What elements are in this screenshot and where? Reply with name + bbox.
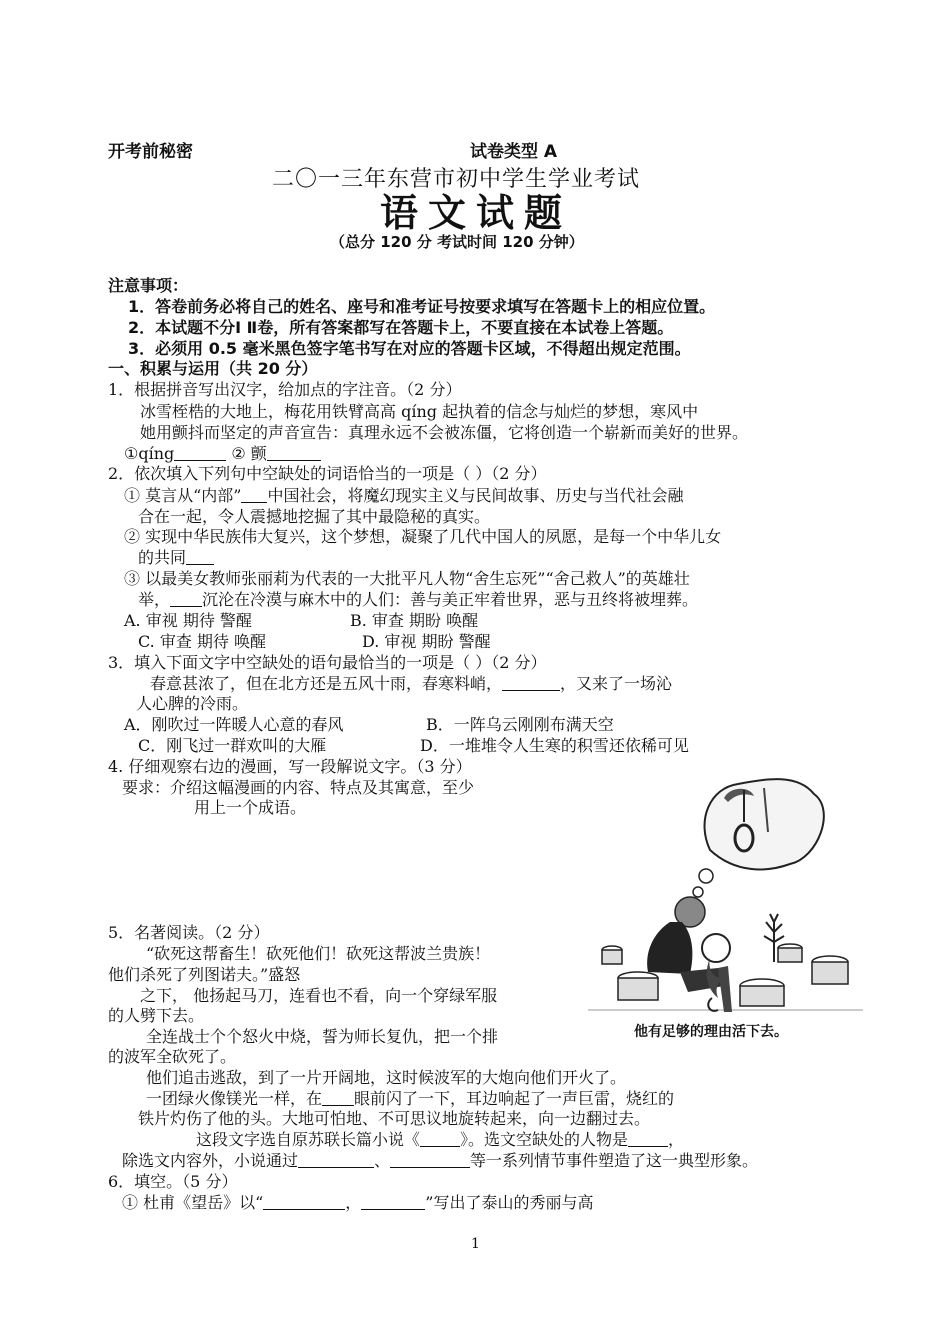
answer-blank[interactable] — [267, 444, 321, 461]
question-stem: 2．依次填入下列句中空缺处的词语恰当的一项是（ ）（2 分） — [108, 464, 547, 483]
passage-text: ， — [668, 1130, 685, 1149]
passage-text: 、 — [374, 1151, 391, 1170]
cartoon-image — [578, 772, 873, 1060]
question-stem: 5．名著阅读。（2 分） — [108, 923, 270, 942]
passage-line: 他们追击逃敌，到了一片开阔地，这时候波军的大炮向他们开火了。 — [146, 1068, 627, 1087]
passage-line: 冰雪桎梏的大地上，梅花用铁臂高高 qíng 起执着的信念与灿烂的梦想，寒风中 — [140, 402, 699, 421]
fill-line — [122, 1192, 593, 1213]
fill-text: ① 杜甫《望岳》以“ — [122, 1193, 264, 1212]
sentence-text: ① 莫言从“内部” — [124, 486, 242, 505]
answer-blank[interactable] — [170, 590, 202, 607]
question-stem: 1．根据拼音写出汉字，给加点的字注音。（2 分） — [108, 380, 462, 399]
notice-heading: 注意事项： — [108, 276, 189, 295]
answer-blank[interactable] — [241, 486, 267, 503]
sentence-line: 合在一起，令人震撼地挖掘了其中最隐秘的真实。 — [138, 507, 491, 526]
passage-line — [196, 1129, 684, 1150]
option-a[interactable]: A．刚吹过一阵暖人心意的春风 — [124, 715, 344, 734]
answer-blank[interactable] — [263, 1193, 345, 1210]
option-a[interactable]: A. 审视 期待 警醒 — [124, 611, 252, 630]
answer-blank[interactable] — [186, 548, 214, 565]
passage-line: 的人劈下去。 — [108, 1006, 205, 1025]
passage-text: 》。选文空缺处的人物是 — [460, 1130, 629, 1149]
answer-line — [124, 443, 321, 464]
notice-item: 3．必须用 0.5 毫米黑色签字笔书写在对应的答题卡区域，不得超出规定范围。 — [128, 339, 691, 358]
passage-text: 一团绿火像镁光一样，在 — [146, 1089, 323, 1108]
sentence-line: ③ 以最美女教师张丽莉为代表的一大批平凡人物“舍生忘死”“舍己救人”的英雄壮 — [124, 569, 690, 588]
passage-line: “砍死这帮畜生！砍死他们！砍死这帮波兰贵族！ — [146, 944, 491, 963]
passage-text: 春意甚浓了，但在北方还是五风十雨，春寒料峭， — [150, 674, 503, 693]
sentence-line — [124, 485, 683, 506]
passage-line — [146, 1088, 674, 1109]
passage-line: 他们杀死了列图诺夫。”盛怒 — [108, 965, 301, 984]
sentence-line — [138, 589, 698, 610]
answer-blank[interactable] — [298, 1151, 374, 1168]
passage-text: 这段文字选自原苏联长篇小说《 — [196, 1130, 421, 1149]
answer-blank[interactable] — [502, 674, 560, 691]
paper-type-label: 试卷类型 A — [470, 142, 558, 162]
sentence-line — [138, 547, 214, 568]
question-stem: 6．填空。（5 分） — [108, 1172, 238, 1191]
subject-title: 语文试题 — [380, 191, 573, 235]
cartoon-drawing — [578, 772, 873, 1060]
answer-blank[interactable] — [361, 1193, 425, 1210]
answer-label: ①qíng — [124, 444, 175, 463]
passage-line: 铁片灼伤了他的头。大地可怕地、不可思议地旋转起来，向一边翻过去。 — [138, 1109, 651, 1128]
passage-line: 她用颤抖而坚定的声音宣告：真理永远不会被冻僵，它将创造一个崭新而美好的世界。 — [140, 423, 749, 442]
passage-text: 等一系列情节事件塑造了这一典型形象。 — [470, 1151, 759, 1170]
notice-item: 1．答卷前务必将自己的姓名、座号和准考证号按要求填写在答题卡上的相应位置。 — [128, 297, 716, 316]
sentence-text: 沉沦在冷漠与麻木中的人们：善与美正牢着世界，恶与丑终将被埋葬。 — [202, 590, 699, 609]
sentence-text: 的共同 — [138, 548, 187, 567]
option-b[interactable]: B．一阵乌云刚刚布满天空 — [426, 715, 614, 734]
page-number: 1 — [471, 1236, 480, 1252]
score-time: （总分 120 分 考试时间 120 分钟） — [330, 233, 584, 251]
passage-text: ，又来了一场沁 — [560, 674, 673, 693]
option-d[interactable]: D. 审视 期盼 警醒 — [362, 632, 491, 651]
answer-blank[interactable] — [628, 1130, 668, 1147]
option-c[interactable]: C. 审查 期待 唤醒 — [138, 632, 267, 651]
answer-blank[interactable] — [174, 444, 226, 461]
passage-line: 人心脾的冷雨。 — [136, 694, 249, 713]
passage-line: 之下， 他扬起马刀，连看也不看，向一个穿绿军服 — [140, 986, 498, 1005]
answer-blank[interactable] — [420, 1130, 460, 1147]
requirement-line: 用上一个成语。 — [194, 798, 307, 817]
fill-text: ， — [345, 1193, 362, 1212]
passage-line — [150, 673, 672, 694]
notice-item: 2．本试题不分Ⅰ Ⅱ卷，所有答案都写在答题卡上，不要直接在本试卷上答题。 — [128, 318, 674, 337]
confidential-label: 开考前秘密 — [108, 142, 193, 162]
cartoon-caption: 他有足够的理由活下去。 — [634, 1024, 788, 1040]
question-stem: 3．填入下面文字中空缺处的语句最恰当的一项是（ ）（2 分） — [108, 653, 547, 672]
answer-blank[interactable] — [322, 1089, 354, 1106]
answer-label: ② 颤 — [231, 444, 267, 463]
option-c[interactable]: C．刚飞过一群欢叫的大雁 — [138, 736, 327, 755]
passage-line: 的波军全砍死了。 — [108, 1047, 237, 1066]
passage-line: 全连战士个个怒火中烧，誓为师长复仇，把一个排 — [146, 1027, 499, 1046]
passage-line — [122, 1150, 758, 1171]
fill-text: ”写出了泰山的秀丽与高 — [425, 1193, 594, 1212]
sentence-text: 举， — [138, 590, 171, 609]
exam-title: 二〇一三年东营市初中学生学业考试 — [272, 167, 641, 192]
sentence-line: ② 实现中华民族伟大复兴，这个梦想，凝聚了几代中国人的夙愿，是每一个中华儿女 — [124, 527, 722, 546]
answer-blank[interactable] — [390, 1151, 470, 1168]
sentence-text: 中国社会，将魔幻现实主义与民间故事、历史与当代社会融 — [267, 486, 684, 505]
passage-text: 眼前闪了一下，耳边响起了一声巨雷，烧红的 — [354, 1089, 675, 1108]
option-d[interactable]: D．一堆堆令人生寒的积雪还依稀可见 — [420, 736, 689, 755]
section-heading: 一、积累与运用（共 20 分） — [108, 359, 318, 378]
requirement-line: 要求：介绍这幅漫画的内容、特点及其寓意，至少 — [122, 778, 475, 797]
passage-text: 除选文内容外，小说通过 — [122, 1151, 299, 1170]
option-b[interactable]: B. 审查 期盼 唤醒 — [350, 611, 479, 630]
question-stem: 4. 仔细观察右边的漫画，写一段解说文字。（3 分） — [108, 757, 472, 776]
